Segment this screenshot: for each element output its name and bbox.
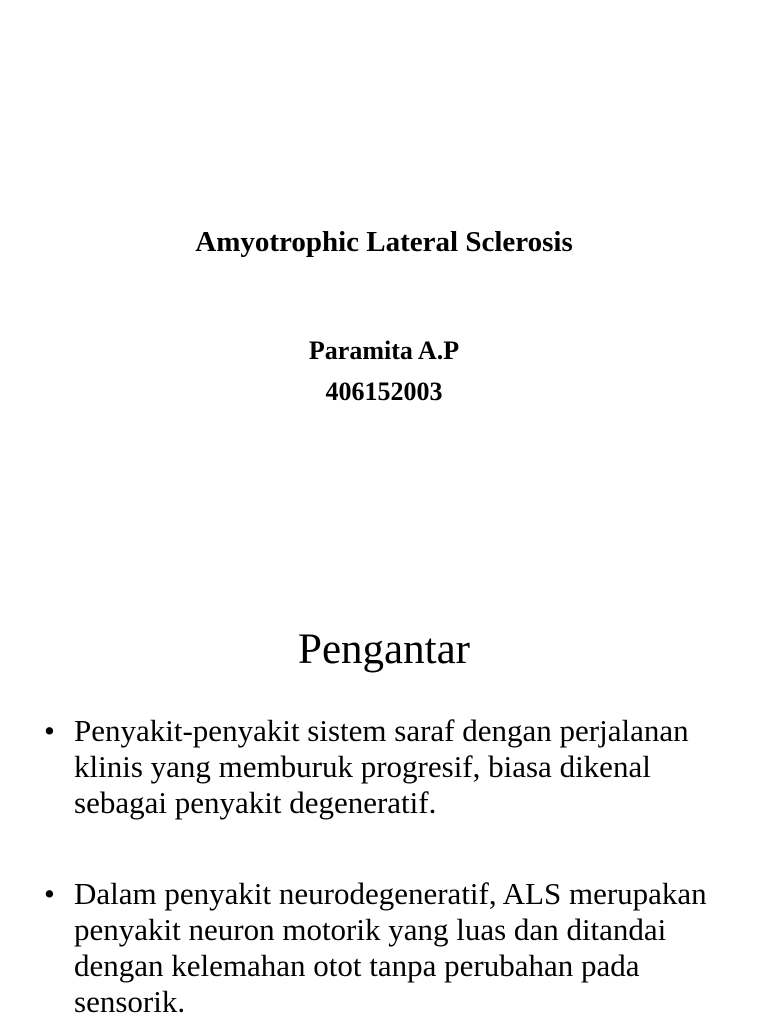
bullet-list: [0, 713, 768, 1020]
student-id: 406152003: [325, 377, 443, 406]
bullet-text: Penyakit-penyakit sistem saraf dengan perjalanan klinis yang memburuk progresif, biasa dikenal sebagai penyakit degeneratif.: [74, 713, 689, 820]
bullet-text: Dalam penyakit neurodegeneratif, ALS merupakan penyakit neuron motorik yang luas dan ditandai dengan kelemahan otot tanpa perubahan pada sensorik.: [74, 876, 707, 1019]
bullet-icon: •: [44, 713, 55, 748]
bullet-icon: •: [44, 876, 55, 911]
bullet-item: [0, 876, 768, 1020]
section-heading: Pengantar: [298, 626, 470, 673]
slide-title: Amyotrophic Lateral Sclerosis: [195, 226, 573, 258]
author-name: Paramita A.P: [308, 336, 460, 365]
bullet-item: [0, 713, 768, 821]
